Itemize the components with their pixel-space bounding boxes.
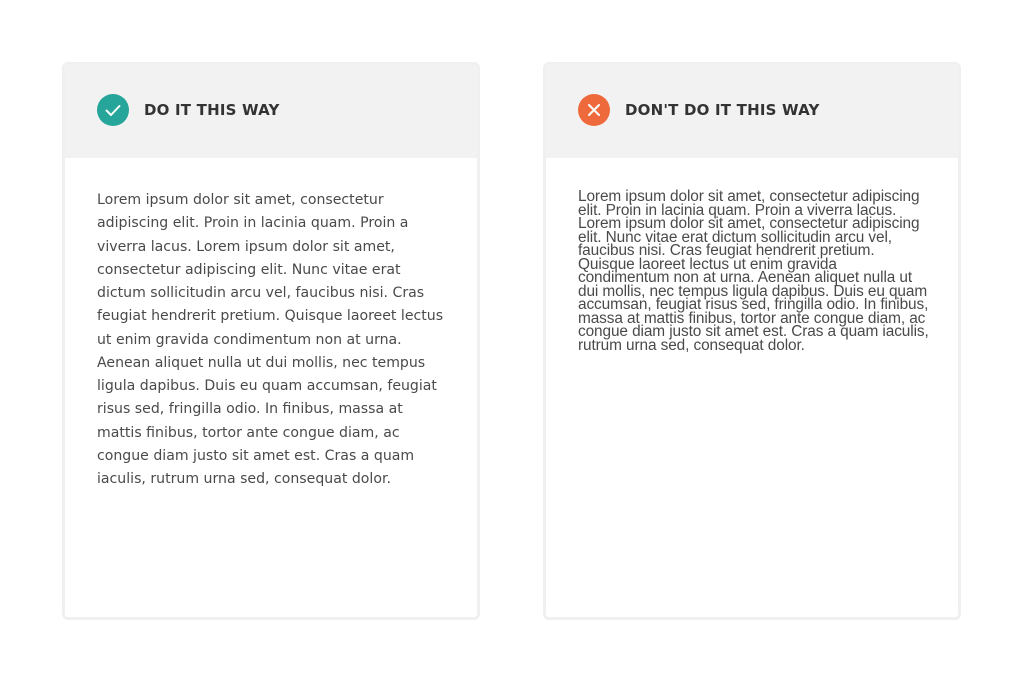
do-card-title: DO IT THIS WAY	[144, 101, 280, 119]
dont-card-title: DON'T DO IT THIS WAY	[625, 101, 820, 119]
do-card-body-text: Lorem ipsum dolor sit amet, consectetur adipiscing elit. Proin in lacinia quam. Proin a viverra lacus. Lorem ipsum dolor sit amet, consectetur adipiscing elit. Nunc vitae erat dictum sollicitudin arcu vel, faucibus nisi. Cras feugiat hendrerit pretium. Quisque laoreet lectus ut enim gravida condimentum non at urna. Aenean aliquet nulla ut dui mollis, nec tempus ligula dapibus. Duis eu quam accumsan, feugiat risus sed, fringilla odio. In finibus, massa at mattis finibus, tortor ante congue diam, ac congue diam justo sit amet est. Cras a quam iaculis, rutrum urna sed, consequat dolor.	[97, 192, 444, 487]
do-card-header	[65, 65, 477, 158]
do-card	[62, 62, 480, 620]
dont-card	[543, 62, 961, 620]
check-icon	[97, 94, 129, 126]
dont-card-header	[546, 65, 958, 158]
close-icon	[578, 94, 610, 126]
dont-card-body-text: Lorem ipsum dolor sit amet, consectetur adipiscing elit. Proin in lacinia quam. Proin a viverra lacus. Lorem ipsum dolor sit amet, consectetur adipiscing elit. Nunc vitae erat dictum sollicitudin arcu vel, faucibus nisi. Cras feugiat hendrerit pretium. Quisque laoreet lectus ut enim gravida condimentum non at urna. Aenean aliquet nulla ut dui mollis, nec tempus ligula dapibus. Duis eu quam accumsan, feugiat risus sed, fringilla odio. In finibus, massa at mattis finibus, tortor ante congue diam, ac congue diam justo sit amet est. Cras a quam iaculis, rutrum urna sed, consequat dolor.	[578, 188, 929, 354]
